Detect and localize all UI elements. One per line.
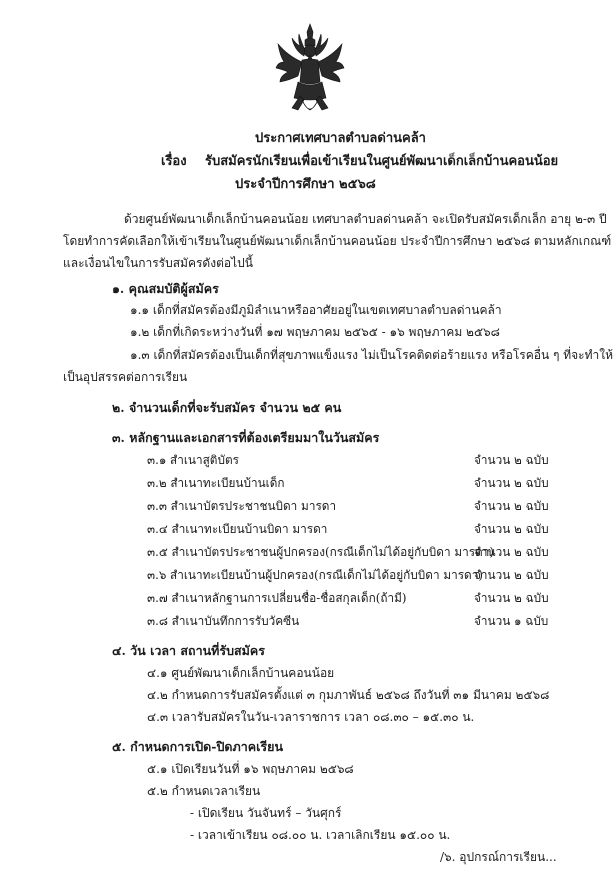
section-5-item-1: ๕.๑ เปิดเรียนวันที่ ๑๖ พฤษภาคม ๒๕๖๘ xyxy=(147,762,354,776)
garuda-emblem-icon xyxy=(274,22,346,120)
section-5-sub-1: - เปิดเรียน วันจันทร์ – วันศุกร์ xyxy=(190,806,342,820)
page-continuation: /๖. อุปกรณ์การเรียน... xyxy=(440,850,557,864)
doc-item-label: ๓.๕ สำเนาบัตรประชาชนผู้ปกครอง(กรณีเด็กไม่ได้อยู่กับบิดา มารดา) xyxy=(147,545,494,559)
section-4-item-1: ๔.๑ ศูนย์พัฒนาเด็กเล็กบ้านคอนน้อย xyxy=(147,666,335,680)
doc-item-label: ๓.๗ สำเนาหลักฐานการเปลี่ยนชื่อ-ชื่อสกุลเด็ก(ถ้ามี) xyxy=(147,591,407,605)
doc-item-amount: จำนวน ๒ ฉบับ xyxy=(474,476,549,490)
section-4-title: ๔. วัน เวลา สถานที่รับสมัคร xyxy=(112,643,265,658)
doc-item-label: ๓.๔ สำเนาทะเบียนบ้านบิดา มารดา xyxy=(147,522,328,536)
doc-item-label: ๓.๒ สำเนาทะเบียนบ้านเด็ก xyxy=(147,476,285,490)
doc-item-label: ๓.๖ สำเนาทะเบียนบ้านผู้ปกครอง(กรณีเด็กไม่ได้อยู่กับบิดา มารดา) xyxy=(147,568,483,582)
doc-item-amount: จำนวน ๒ ฉบับ xyxy=(474,499,549,513)
intro-line-3: และเงื่อนไขในการรับสมัครดังต่อไปนี้ xyxy=(63,256,253,270)
doc-item-amount: จำนวน ๒ ฉบับ xyxy=(474,453,549,467)
doc-item-label: ๓.๘ สำเนาบันทึกการรับวัคซีน xyxy=(147,614,300,628)
academic-year: ประจำปีการศึกษา ๒๕๖๘ xyxy=(235,177,376,192)
section-5-title: ๕. กำหนดการเปิด-ปิดภาคเรียน xyxy=(112,739,283,754)
doc-item-amount: จำนวน ๒ ฉบับ xyxy=(474,522,549,536)
intro-line-1: ด้วยศูนย์พัฒนาเด็กเล็กบ้านคอนน้อย เทศบาลตำบลด่านคล้า จะเปิดรับสมัครเด็กเล็ก อายุ ๒-๓ ปี xyxy=(124,212,607,226)
doc-item-label: ๓.๓ สำเนาบัตรประชาชนบิดา มารดา xyxy=(147,499,337,513)
doc-item-amount: จำนวน ๒ ฉบับ xyxy=(474,591,549,605)
section-1-title: ๑. คุณสมบัติผู้สมัคร xyxy=(112,281,219,296)
section-2-title: ๒. จำนวนเด็กที่จะรับสมัคร จำนวน ๒๕ คน xyxy=(112,400,342,415)
section-1-item-2: ๑.๒ เด็กที่เกิดระหว่างวันที่ ๑๗ พฤษภาคม ๒๕๖๕ - ๑๖ พฤษภาคม ๒๕๖๘ xyxy=(130,325,500,339)
section-5-sub-2: - เวลาเข้าเรียน ๐๘.๐๐ น. เวลาเลิกเรียน ๑๕.๐๐ น. xyxy=(190,828,451,842)
doc-item-amount: จำนวน ๒ ฉบับ xyxy=(474,545,549,559)
section-1-item-1: ๑.๑ เด็กที่สมัครต้องมีภูมิลำเนาหรืออาศัยอยู่ในเขตเทศบาลตำบลด่านคล้า xyxy=(130,303,502,317)
doc-item-label: ๓.๑ สำเนาสูติบัตร xyxy=(147,453,239,467)
doc-item-amount: จำนวน ๑ ฉบับ xyxy=(474,614,549,628)
doc-item-amount: จำนวน ๒ ฉบับ xyxy=(474,568,549,582)
section-4-item-2: ๔.๒ กำหนดการรับสมัครตั้งแต่ ๓ กุมภาพันธ์ ๒๕๖๘ ถึงวันที่ ๓๑ มีนาคม ๒๕๖๘ xyxy=(147,688,550,702)
section-3-title: ๓. หลักฐานและเอกสารที่ต้องเตรียมมาในวันสมัคร xyxy=(112,430,380,445)
announcement-title: ประกาศเทศบาลตำบลด่านคล้า xyxy=(255,131,426,146)
section-5-item-2: ๕.๒ กำหนดเวลาเรียน xyxy=(147,784,261,798)
subject-text: รับสมัครนักเรียนเพื่อเข้าเรียนในศูนย์พัฒนาเด็กเล็กบ้านคอนน้อย xyxy=(205,154,559,169)
section-1-item-3-cont: เป็นอุปสรรคต่อการเรียน xyxy=(63,370,188,384)
section-1-item-3: ๑.๓ เด็กที่สมัครต้องเป็นเด็กที่สุขภาพแข็งแรง ไม่เป็นโรคติดต่อร้ายแรง หรือโรคอื่น ๆ ที่จะทำให้ xyxy=(130,348,614,362)
subject-label: เรื่อง xyxy=(161,154,187,169)
intro-line-2: โดยทำการคัดเลือกให้เข้าเรียนในศูนย์พัฒนาเด็กเล็กบ้านคอนน้อย ประจำปีการศึกษา ๒๕๖๘ ตามหลักเกณฑ์ xyxy=(63,234,612,248)
section-4-item-3: ๔.๓ เวลารับสมัครในวัน-เวลาราชการ เวลา ๐๘.๓๐ – ๑๕.๓๐ น. xyxy=(147,710,475,724)
